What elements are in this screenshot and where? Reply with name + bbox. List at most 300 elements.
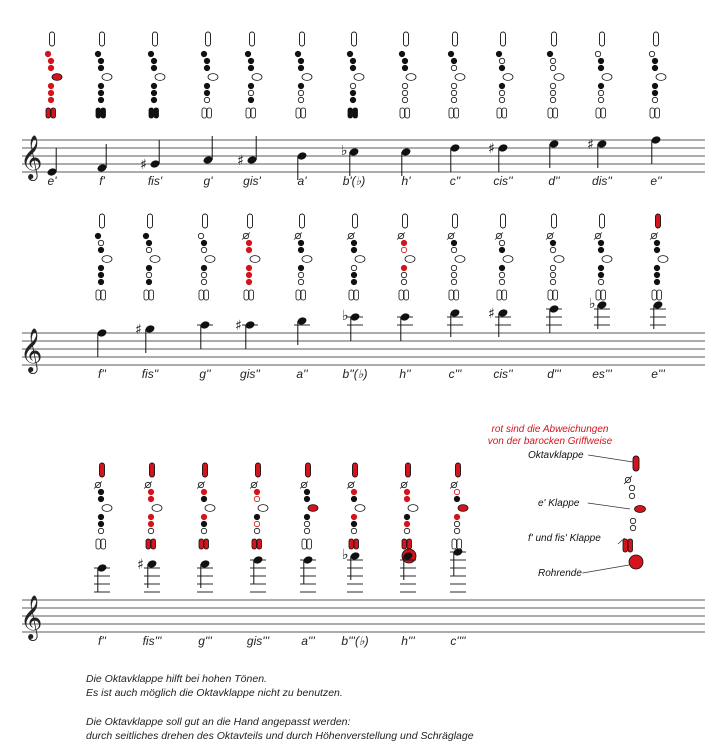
finger-hole (148, 521, 153, 526)
finger-hole (298, 58, 303, 63)
finger-hole (143, 233, 148, 238)
fis-key (553, 290, 558, 300)
f-key (652, 290, 657, 300)
note-label: cis'' (493, 174, 513, 188)
legend-label: f' und fis' Klappe (528, 533, 601, 544)
octave-key (353, 214, 358, 228)
e-key (458, 505, 468, 512)
fis-key (502, 290, 507, 300)
note-label: dis'' (592, 174, 612, 188)
e-key (455, 74, 465, 81)
octave-key (256, 463, 261, 477)
octave-key (453, 32, 458, 46)
fingering (242, 214, 260, 300)
finger-hole (98, 90, 103, 95)
e-key (408, 505, 418, 512)
octave-key (100, 463, 105, 477)
finger-hole (304, 489, 309, 494)
fis-key (257, 539, 262, 549)
finger-hole (248, 65, 253, 70)
finger-hole (499, 247, 504, 252)
e-key (455, 256, 465, 263)
e-key (102, 505, 112, 512)
fis-key (301, 108, 306, 118)
f-key (296, 108, 301, 118)
finger-hole (451, 83, 456, 88)
note-label: a'' (296, 367, 308, 381)
fingering (144, 463, 162, 549)
f-key (452, 539, 457, 549)
e-key (205, 256, 215, 263)
f-key (497, 108, 502, 118)
finger-hole (48, 65, 53, 70)
e-key (405, 256, 415, 263)
octave-key (206, 32, 211, 46)
finger-hole (451, 265, 456, 270)
finger-hole (298, 90, 303, 95)
f-key (296, 290, 301, 300)
legend-f-key (623, 539, 628, 552)
note-label: c'''' (450, 634, 466, 648)
finger-hole (402, 90, 407, 95)
octave-key (100, 32, 105, 46)
finger-hole (304, 514, 309, 519)
finger-hole (499, 90, 504, 95)
e-key (406, 74, 416, 81)
fingering (197, 463, 215, 549)
e-key (155, 74, 165, 81)
sharp-sign: ♯ (488, 141, 495, 157)
finger-hole (98, 521, 103, 526)
fingering (347, 32, 364, 118)
fis-key (307, 539, 312, 549)
finger-hole (595, 51, 600, 56)
finger-hole (451, 240, 456, 245)
finger-hole (550, 272, 555, 277)
finger-hole (598, 240, 603, 245)
fingering (547, 32, 564, 118)
octave-key (501, 32, 506, 46)
finger-hole (351, 272, 356, 277)
e-key (355, 256, 365, 263)
finger-hole (98, 247, 103, 252)
finger-hole (48, 58, 53, 63)
finger-hole (98, 83, 103, 88)
f-key (650, 108, 655, 118)
finger-hole (598, 279, 603, 284)
finger-hole (148, 489, 153, 494)
finger-hole (45, 51, 50, 56)
finger-hole (404, 521, 409, 526)
finger-hole (254, 521, 259, 526)
fingering (399, 32, 416, 118)
finger-hole (448, 51, 453, 56)
finger-hole (98, 240, 103, 245)
fingering (250, 463, 268, 549)
finger-hole (98, 279, 103, 284)
f-key (349, 539, 354, 549)
e-key (658, 256, 668, 263)
finger-hole (298, 97, 303, 102)
note-label: es''' (592, 367, 612, 381)
sharp-sign: ♯ (237, 153, 244, 169)
sharp-sign: ♯ (135, 322, 142, 338)
fis-key (502, 108, 507, 118)
finger-hole (402, 65, 407, 70)
finger-hole (351, 496, 356, 501)
octave-key (50, 32, 55, 46)
finger-hole (652, 83, 657, 88)
finger-hole (351, 279, 356, 284)
finger-hole (298, 247, 303, 252)
note-label: e' (47, 174, 57, 188)
f-key (497, 290, 502, 300)
finger-hole (201, 247, 206, 252)
e-key (258, 505, 268, 512)
finger-hole (402, 58, 407, 63)
fingering (143, 214, 160, 300)
fis-key (249, 290, 254, 300)
finger-hole (298, 272, 303, 277)
fis-key (301, 290, 306, 300)
flat-sign: ♭ (342, 547, 349, 563)
note-label: g' (203, 174, 213, 188)
flat-sign: ♭ (341, 143, 348, 159)
octave-key (552, 214, 557, 228)
f-key (449, 290, 454, 300)
finger-hole (201, 496, 206, 501)
finger-hole (598, 58, 603, 63)
f-key (246, 108, 251, 118)
e-key (250, 256, 260, 263)
finger-hole (98, 496, 103, 501)
finger-hole (146, 279, 151, 284)
f-key (252, 539, 257, 549)
note-label: a''' (301, 634, 315, 648)
sharp-sign: ♯ (137, 557, 144, 573)
fis-key (354, 539, 359, 549)
octave-key (552, 32, 557, 46)
fingering (447, 214, 465, 300)
finger-hole (550, 97, 555, 102)
f-key (548, 108, 553, 118)
fis-key (407, 539, 412, 549)
e-key (152, 505, 162, 512)
e-key (302, 74, 312, 81)
treble-clef: 𝄞 (20, 595, 43, 639)
octave-key (306, 463, 311, 477)
note-label: fis'' (141, 367, 159, 381)
finger-hole (550, 279, 555, 284)
note-label: b'''(♭) (341, 634, 369, 648)
fis-key (207, 108, 212, 118)
finger-hole (48, 97, 53, 102)
finger-hole (201, 514, 206, 519)
flat-sign: ♭ (589, 296, 596, 312)
finger-hole (598, 247, 603, 252)
note-label: fis' (147, 174, 163, 188)
fis-key (405, 108, 410, 118)
e-key (656, 74, 666, 81)
fingering (650, 214, 668, 300)
e-key (554, 256, 564, 263)
finger-hole (652, 58, 657, 63)
finger-hole (204, 58, 209, 63)
note-label: b''(♭) (342, 367, 368, 381)
octave-key (404, 32, 409, 46)
finger-hole (198, 233, 203, 238)
note-label: g'' (199, 367, 211, 381)
finger-hole (550, 90, 555, 95)
finger-hole (204, 83, 209, 88)
fingering (95, 32, 112, 118)
finger-hole (151, 97, 156, 102)
legend-rohrende (629, 555, 643, 569)
note-line-1: Die Oktavklappe hilft bei hohen Tönen. (86, 673, 267, 685)
note-label: b'(♭) (342, 174, 366, 188)
legend-hole (629, 485, 634, 490)
finger-hole (351, 514, 356, 519)
octave-key (353, 463, 358, 477)
fis-key (601, 290, 606, 300)
note-label: gis'' (240, 367, 260, 381)
finger-hole (48, 83, 53, 88)
e-key (102, 74, 112, 81)
finger-hole (451, 247, 456, 252)
legend-leader (583, 565, 629, 573)
fingering (245, 32, 262, 118)
fis-key (151, 539, 156, 549)
legend-octave-key (633, 456, 639, 471)
finger-hole (298, 83, 303, 88)
fis-key (454, 290, 459, 300)
finger-hole (148, 496, 153, 501)
fingering (45, 32, 62, 118)
finger-hole (401, 247, 406, 252)
finger-hole (399, 51, 404, 56)
fis-key (655, 108, 660, 118)
finger-hole (499, 58, 504, 63)
finger-hole (499, 240, 504, 245)
finger-hole (304, 496, 309, 501)
octave-key (352, 32, 357, 46)
octave-key (148, 214, 153, 228)
e-key (52, 74, 62, 81)
finger-hole (146, 265, 151, 270)
finger-hole (451, 97, 456, 102)
octave-key (403, 214, 408, 228)
fis-key (404, 290, 409, 300)
sharp-sign: ♯ (587, 137, 594, 153)
f-key (146, 539, 151, 549)
finger-hole (95, 51, 100, 56)
finger-hole (146, 247, 151, 252)
note-label: cis'' (493, 367, 513, 381)
finger-hole (248, 58, 253, 63)
legend-hole (630, 525, 635, 530)
fingering (201, 32, 218, 118)
finger-hole (148, 51, 153, 56)
fis-key (251, 108, 256, 118)
fingering (495, 214, 513, 300)
finger-hole (201, 51, 206, 56)
finger-hole (246, 279, 251, 284)
finger-hole (245, 51, 250, 56)
octave-key (453, 214, 458, 228)
finger-hole (654, 272, 659, 277)
finger-hole (204, 97, 209, 102)
f-key (449, 108, 454, 118)
finger-hole (298, 265, 303, 270)
finger-hole (454, 521, 459, 526)
note-line-2: Es ist auch möglich die Oktavklappe nicht zu benutzen. (86, 687, 343, 699)
octave-key (250, 32, 255, 46)
finger-hole (98, 97, 103, 102)
fingering (400, 463, 418, 563)
note-label: gis''' (246, 634, 270, 648)
finger-hole (246, 265, 251, 270)
finger-hole (550, 65, 555, 70)
finger-hole (204, 65, 209, 70)
finger-hole (98, 489, 103, 494)
finger-hole (201, 265, 206, 270)
fingering (448, 32, 465, 118)
finger-hole (246, 247, 251, 252)
finger-hole (201, 528, 206, 533)
fis-key (354, 290, 359, 300)
finger-hole (598, 65, 603, 70)
f-key (244, 290, 249, 300)
finger-hole (351, 247, 356, 252)
sharp-sign: ♯ (140, 157, 147, 173)
finger-hole (254, 514, 259, 519)
octave-key (248, 214, 253, 228)
f-key (302, 539, 307, 549)
note-label: d'' (548, 174, 560, 188)
e-key (554, 74, 564, 81)
e-key (355, 505, 365, 512)
finger-hole (48, 90, 53, 95)
e-key (308, 505, 318, 512)
octave-key (203, 463, 208, 477)
finger-hole (654, 240, 659, 245)
sharp-sign: ♯ (488, 306, 495, 322)
note-label: h''' (401, 634, 415, 648)
finger-hole (148, 514, 153, 519)
finger-hole (499, 279, 504, 284)
finger-hole (454, 528, 459, 533)
f-key (149, 108, 154, 118)
octave-key (300, 214, 305, 228)
finger-hole (404, 489, 409, 494)
fingering (347, 214, 365, 300)
finger-hole (98, 272, 103, 277)
legend-leader (588, 503, 630, 509)
octave-key (406, 463, 411, 477)
octave-key (501, 214, 506, 228)
fis-key (353, 108, 358, 118)
finger-hole (550, 58, 555, 63)
finger-hole (298, 240, 303, 245)
finger-hole (254, 496, 259, 501)
octave-key (600, 214, 605, 228)
finger-hole (201, 279, 206, 284)
flat-sign: ♭ (342, 308, 349, 324)
finger-hole (404, 496, 409, 501)
fingering (546, 214, 564, 300)
finger-hole (499, 83, 504, 88)
e-key (503, 256, 513, 263)
fis-key (101, 539, 106, 549)
finger-hole (598, 83, 603, 88)
finger-hole (146, 240, 151, 245)
note-label: f' (99, 174, 105, 188)
octave-key (300, 32, 305, 46)
legend-label: Rohrende (538, 568, 582, 579)
finger-hole (248, 97, 253, 102)
octave-key (150, 463, 155, 477)
f-key (96, 539, 101, 549)
finger-hole (350, 83, 355, 88)
finger-hole (350, 65, 355, 70)
legend-title-line-2: von der barocken Griffweise (487, 436, 613, 447)
fingering (496, 32, 513, 118)
octave-key (456, 463, 461, 477)
note-label: g''' (198, 634, 212, 648)
finger-hole (401, 279, 406, 284)
octave-key (153, 32, 158, 46)
finger-hole (598, 272, 603, 277)
finger-hole (550, 83, 555, 88)
legend-label: e' Klappe (538, 498, 580, 509)
finger-hole (298, 65, 303, 70)
finger-hole (451, 90, 456, 95)
finger-hole (204, 90, 209, 95)
finger-hole (649, 51, 654, 56)
fis-key (553, 108, 558, 118)
fingering (594, 214, 612, 300)
finger-hole (201, 489, 206, 494)
f-key (402, 539, 407, 549)
finger-hole (98, 65, 103, 70)
finger-hole (402, 97, 407, 102)
e-key (205, 505, 215, 512)
e-key (102, 256, 112, 263)
finger-hole (499, 65, 504, 70)
legend-hole (630, 518, 635, 523)
f-key (46, 108, 51, 118)
e-key (503, 74, 513, 81)
finger-hole (246, 272, 251, 277)
f-key (202, 108, 207, 118)
finger-hole (304, 528, 309, 533)
note-label: f'' (98, 367, 106, 381)
note-label: h' (401, 174, 411, 188)
legend-fis-key (628, 539, 633, 552)
finger-hole (151, 58, 156, 63)
legend-label: Oktavklappe (528, 450, 584, 461)
fis-key (154, 108, 159, 118)
fingering (450, 463, 468, 549)
fis-key (149, 290, 154, 300)
f-key (548, 290, 553, 300)
f-key (199, 290, 204, 300)
e-key (208, 74, 218, 81)
e-key (302, 256, 312, 263)
note-label: a' (297, 174, 307, 188)
fis-key (204, 539, 209, 549)
note-label: gis' (243, 174, 261, 188)
